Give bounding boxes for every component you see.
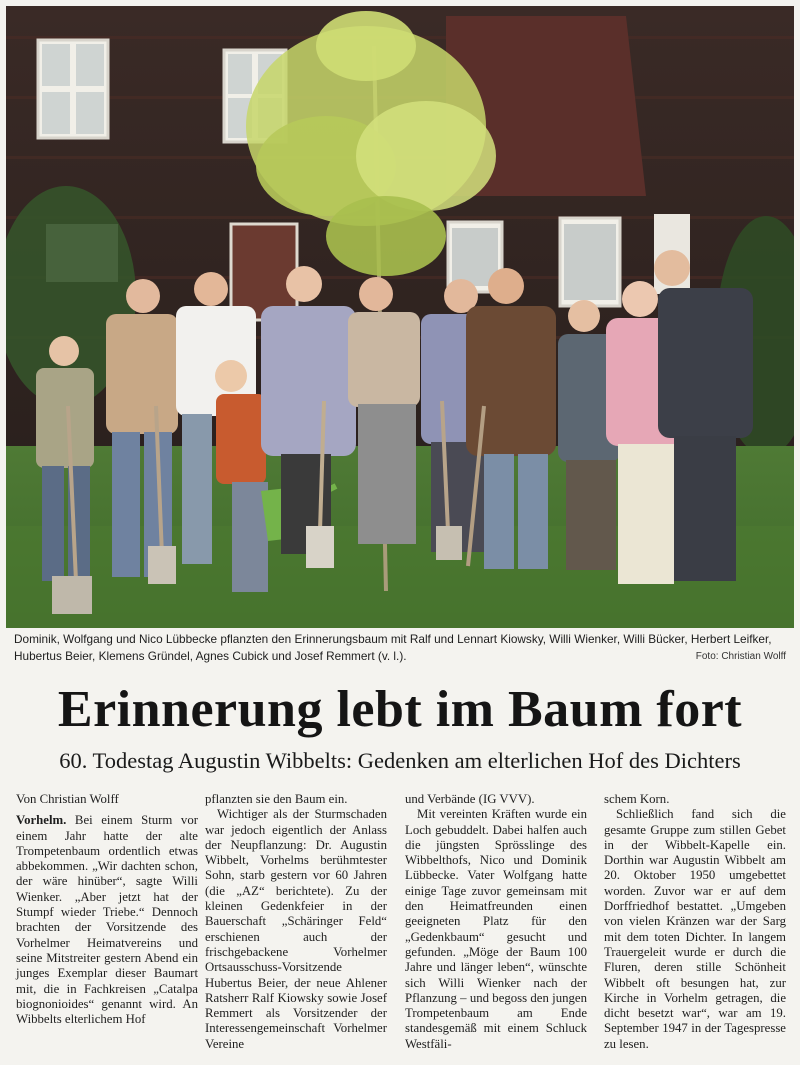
article-headline: Erinnerung lebt im Baum fort — [57, 681, 743, 738]
caption-text: Dominik, Wolfgang und Nico Lübbecke pflanzten den Erinnerungsbaum mit Ralf und Lennart Kiowsky, Willi Wienker, Willi Bücker, Herbert Leifker, Hubertus Beier, Klemens Gründel, Agnes Cubick und Josef Remmert (v. l.). — [14, 632, 772, 663]
photo-caption — [14, 631, 786, 665]
news-photo — [6, 6, 794, 628]
paragraph: Schließlich fand sich die gesamte Gruppe zum stillen Gebet in der Wibbelt-Kapelle ein. Dorthin war Augustin Wibbelt am 20. Oktober 1950 umgebettet worden. Zuvor war er auf dem Dorffriedhof bestattet. „Umgeben von vielen Kränzen war der Sarg mit dem toten Dichter. In langem Trauergeleit wurde er durch die Fluren, deren stille Schönheit Wibbelt oft besungen hat, zur Kirche in Vorhelm getragen, die dicht besetzt war“, war am 19. September 1947 in der Tagespresse zu lesen. — [604, 807, 786, 1051]
article-column-3 — [405, 792, 587, 1052]
dateline: Vorhelm. — [16, 813, 67, 828]
article-column-1 — [16, 792, 198, 1027]
paragraph — [16, 813, 198, 1027]
photo-credit: Foto: Christian Wolff — [695, 651, 786, 662]
paragraph: Wichtiger als der Sturmschaden war jedoch eigentlich der Anlass der Neupflanzung: Dr. Augustin Wibbelt, Vorhelms berühmtester Sohn, starb gestern vor 60 Jahren (die „AZ“ berichtete). Zu der kleinen Gedenkfeier in der Bauerschaft „Schäringer Feld“ erschienen auch der frischgebackene Vorhelmer Ortsausschuss-Vorsitzende Hubertus Beier, der neue Ahlener Ratsherr Ralf Kiowsky sowie Josef Remmert als Vorsitzender der Interessengemeinschaft Vorhelmer Vereine — [205, 807, 387, 1051]
paragraph: und Verbände (IG VVV). — [405, 792, 535, 806]
paragraph: schem Korn. — [604, 792, 670, 806]
byline: Von Christian Wolff — [16, 792, 119, 806]
photo-illustration — [6, 6, 794, 628]
paragraph-text: Bei einem Sturm vor einem Jahr hatte der alte Trompetenbaum ordentlich etwas abbekommen. „Wir dachten schon, der wäre hinüber“, sagte Willi Wienker. „Aber jetzt hat der Stumpf wieder Triebe.“ Dennoch brachten der Vorsitzende des Vorhelmer Heimatvereins und seine Mitstreiter gestern Abend ein junges Exemplar dieser Baumart mit, die in Fachkreisen „Catalpa biognonioides“ genannt wird. An Wibbelts elterlichem Hof — [16, 813, 198, 1027]
article-column-2 — [205, 792, 387, 1052]
article-column-4 — [604, 792, 786, 1052]
paragraph: pflanzten sie den Baum ein. — [205, 792, 348, 806]
paragraph: Mit vereinten Kräften wurde ein Loch gebuddelt. Dabei halfen auch die jüngsten Sprösslinge des Wibbelthofs, Nico und Dominik Lübbecke. Vater Wolfgang hatte einige Tage zuvor gemeinsam mit den Heimatfreunden einen geeigneten Platz für den „Gedenkbaum“ gesucht und gefunden. „Möge der Baum 100 Jahre und länger leben“, wünschte sich Willi Wienker nach der Pflanzung – und begoss den jungen Trompetenbaum am Ende standesgemäß mit einem Schluck Westfäli- — [405, 807, 587, 1051]
article-subheadline: 60. Todestag Augustin Wibbelts: Gedenken am elterlichen Hof des Dichters — [59, 748, 741, 773]
